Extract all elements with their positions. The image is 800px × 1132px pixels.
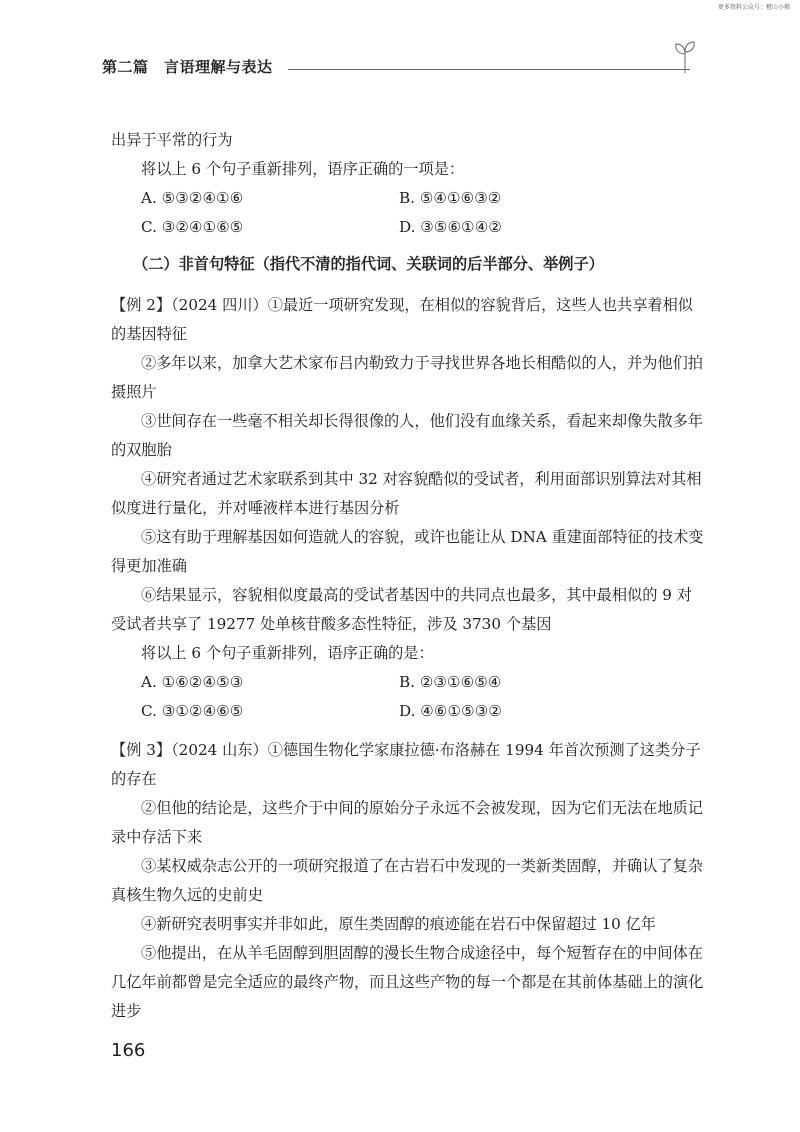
example-3-sentence-2: ②但他的结论是，这些介于中间的原始分子永远不会被发现，因为它们无法在地质记录中存活下来 [111, 799, 703, 846]
sentence-text: ①德国生物化学家康拉德·布洛赫在 1994 年首次预测了这类分子的存在 [111, 741, 701, 788]
option-d: D. ③⑤⑥①④② [399, 218, 502, 236]
example-2-sentence-2: ②多年以来，加拿大艺术家布吕内勒致力于寻找世界各地长相酷似的人，并为他们拍摄照片 [111, 354, 703, 401]
header-rule [288, 69, 690, 70]
option-b: B. ⑤④①⑥③② [399, 189, 502, 207]
sentence-text: ①最近一项研究发现，在相似的容貌背后，这些人也共享着相似的基因特征 [111, 296, 693, 343]
example-label: 【例 2】 [111, 296, 172, 314]
option-c: C. ③②④①⑥⑤ [141, 218, 244, 236]
example-2-sentence-5: ⑤这有助于理解基因如何造就人的容貌，或许也能让从 DNA 重建面部特征的技术变得更加准确 [111, 528, 704, 575]
example-2-sentence-3: ③世间存在一些毫不相关却长得很像的人，他们没有血缘关系，看起来却像失散多年的双胞胎 [111, 412, 703, 459]
header-title: 第二篇 言语理解与表达 [102, 58, 273, 76]
example-source: （2024 山东） [171, 741, 268, 759]
example-2-sentence-4: ④研究者通过艺术家联系到其中 32 对容貌酷似的受试者，利用面部识别算法对其相似度进行量化，并对唾液样本进行基因分析 [111, 470, 702, 517]
question-text: 将以上 6 个句子重新排列，语序正确的一项是： [141, 160, 465, 178]
example-3-sentence-4: ④新研究表明事实并非如此，原生类固醇的痕迹能在岩石中保留超过 10 亿年 [141, 915, 656, 933]
watermark-text: 更多资料公众号：橙山小稀 [717, 4, 790, 11]
section-heading: （二）非首句特征（指代不清的指代词、关联词的后半部分、举例子） [133, 255, 604, 273]
page-body [111, 126, 704, 1026]
options-row [111, 184, 704, 213]
example-3-sentence-5: ⑤他提出，在从羊毛固醇到胆固醇的漫长生物合成途径中，每个短暂存在的中间体在几亿年前都曾是完全适应的最终产物，而且这些产物的每一个都是在其前体基础上的演化进步 [111, 944, 704, 1020]
prev-sentence-tail: 出异于平常的行为 [111, 131, 233, 149]
sprout-icon [674, 40, 696, 74]
page-number: 166 [111, 1040, 146, 1061]
example-source: （2024 四川） [171, 296, 268, 314]
options-row [111, 697, 704, 726]
option-a: A. ①⑥②④⑤③ [141, 673, 244, 691]
example-3-sentence-3: ③某权威杂志公开的一项研究报道了在古岩石中发现的一类新类固醇，并确认了复杂真核生物久远的史前史 [111, 857, 703, 904]
running-header [102, 56, 690, 86]
option-b: B. ②③①⑥⑤④ [399, 673, 502, 691]
example-3-sentence-1 [111, 736, 704, 794]
example-2-sentence-6: ⑥结果显示，容貌相似度最高的受试者基因中的共同点也最多，其中最相似的 9 对受试者共享了 19277 处单核苷酸多态性特征，涉及 3730 个基因 [111, 586, 692, 633]
example-label: 【例 3】 [111, 741, 172, 759]
option-c: C. ③①②④⑥⑤ [141, 702, 244, 720]
options-row [111, 213, 704, 242]
options-row [111, 668, 704, 697]
option-a: A. ⑤③②④①⑥ [141, 189, 244, 207]
question-text: 将以上 6 个句子重新排列，语序正确的是： [141, 644, 434, 662]
option-d: D. ④⑥①⑤③② [399, 702, 502, 720]
example-2-sentence-1 [111, 291, 704, 349]
